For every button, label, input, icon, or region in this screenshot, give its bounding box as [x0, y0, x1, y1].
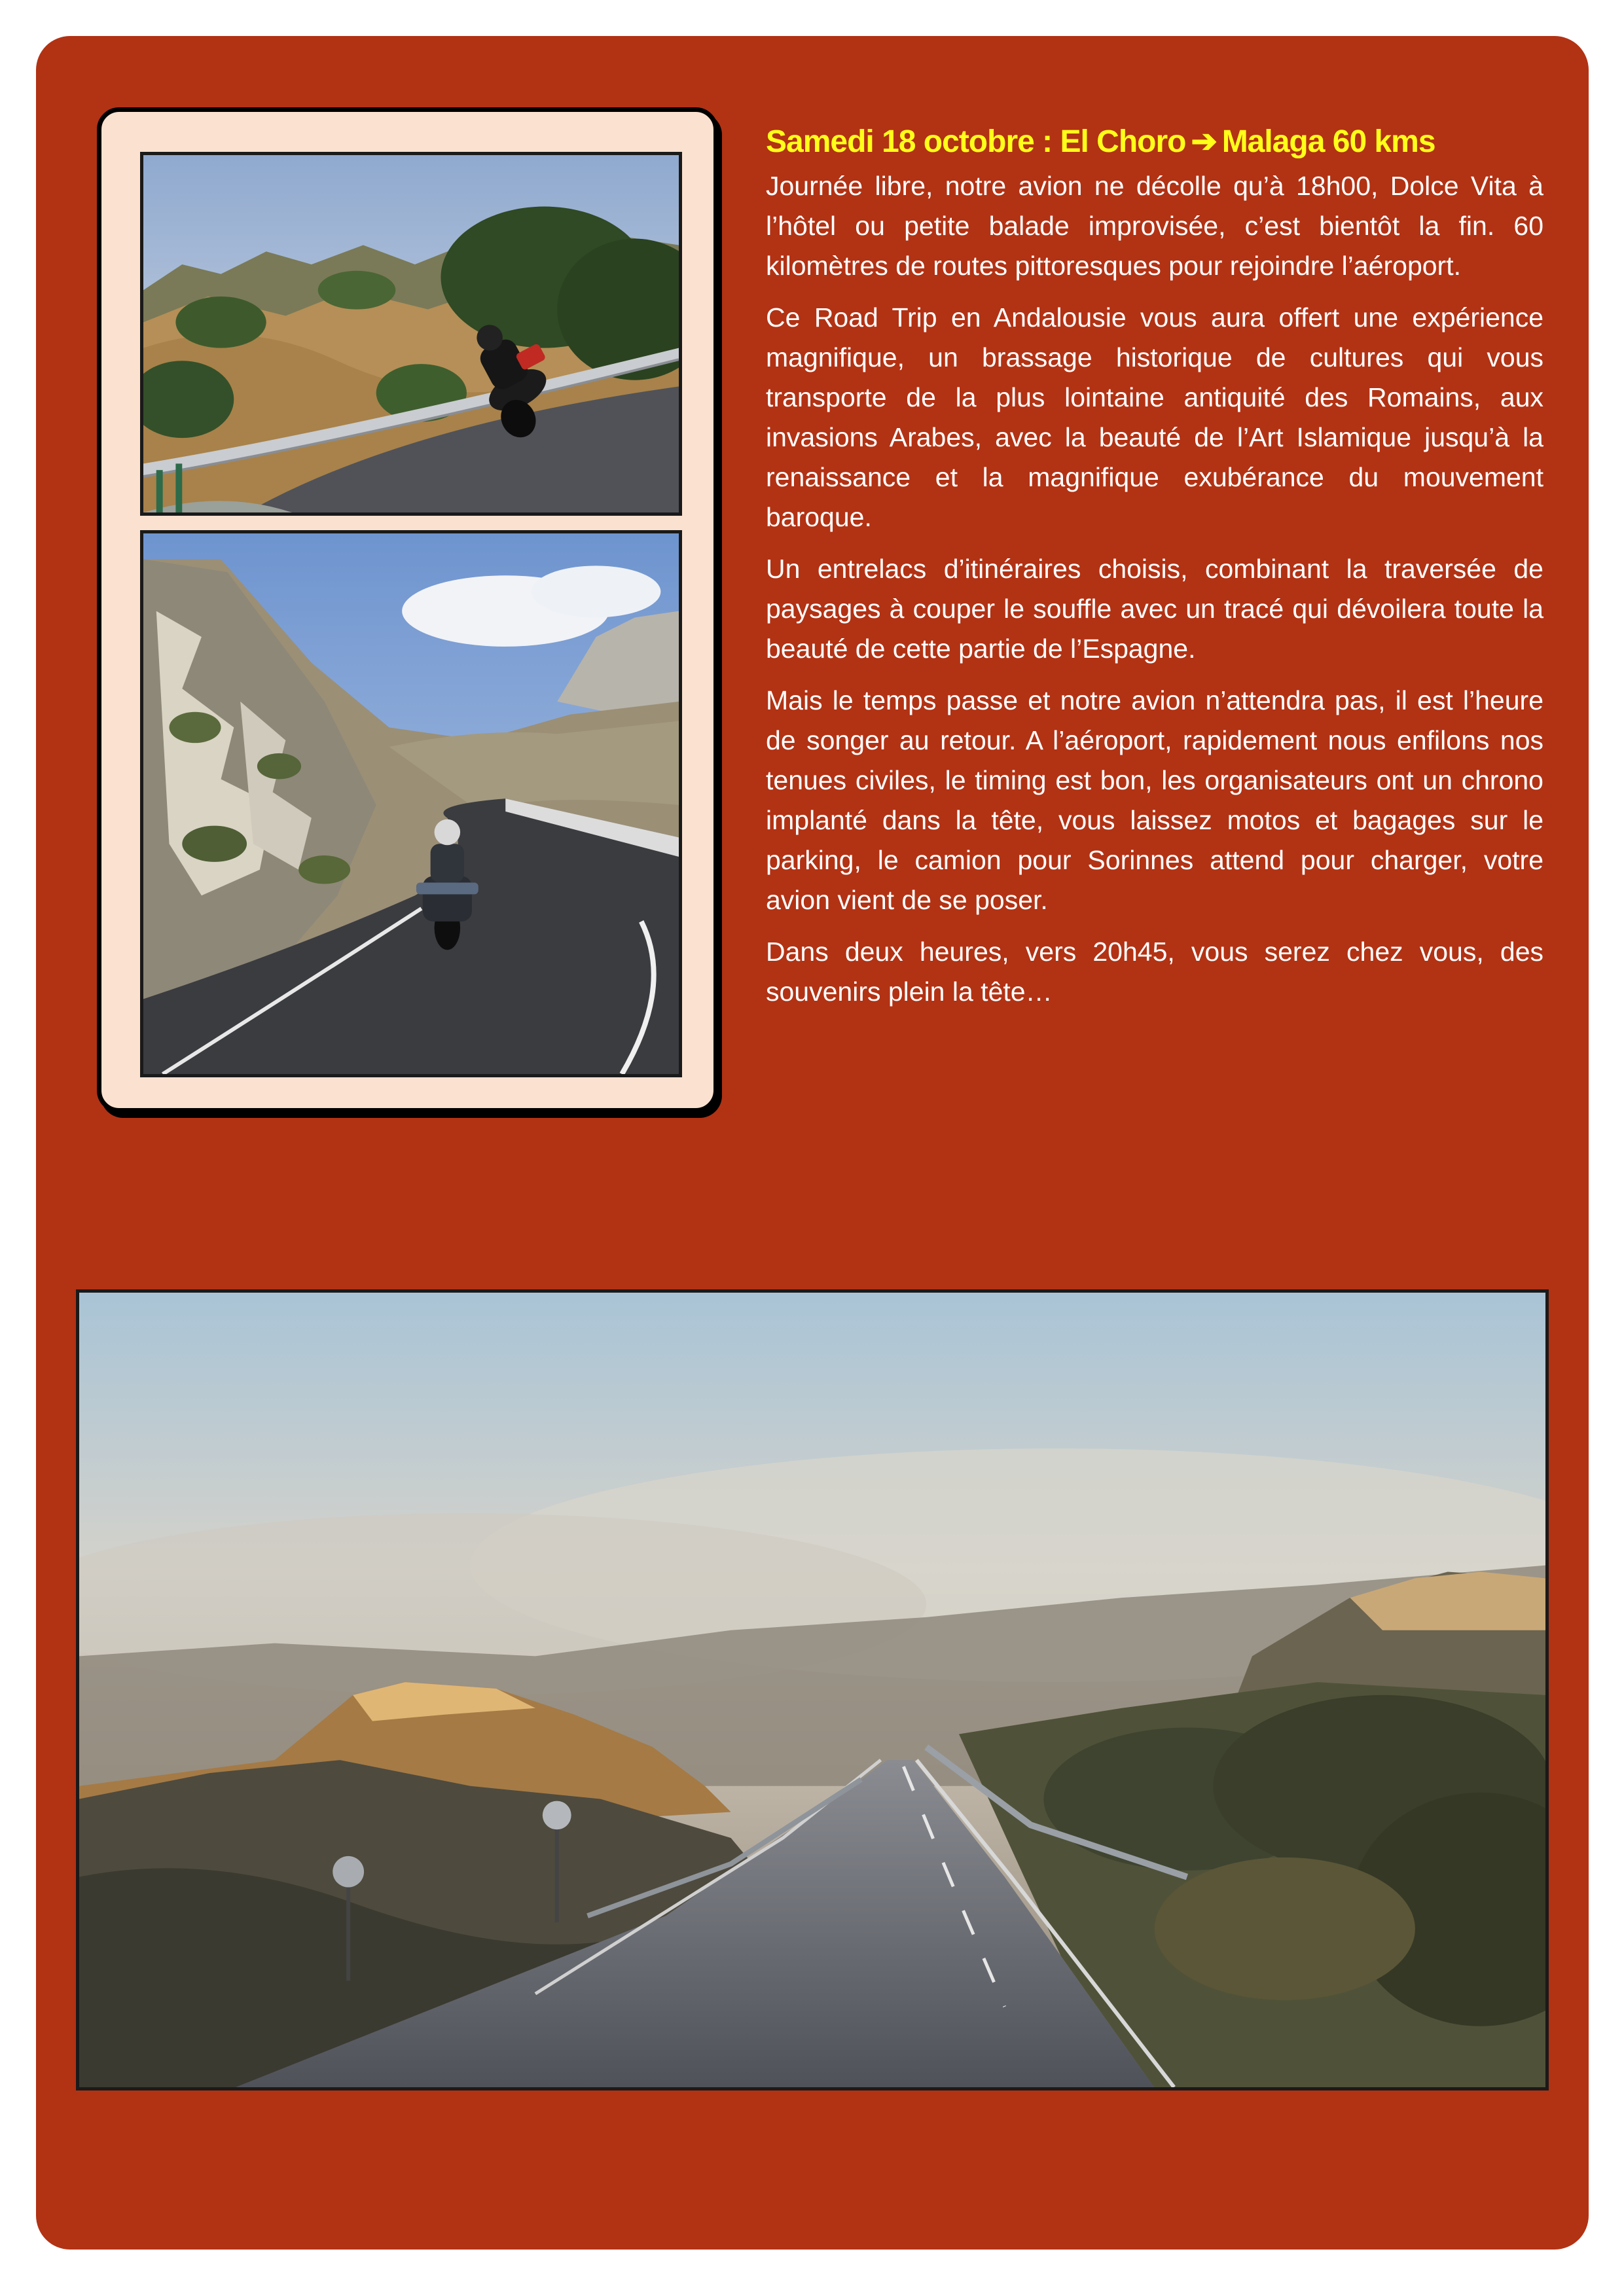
- paragraph-2: Ce Road Trip en Andalousie vous aura offert une expérience magnifique, un brassage historique de cultures qui vous transporte de la plus lointaine antiquité des Romains, aux invasions Arabes, avec la beauté de l’Art Islamique jusqu’à la renaissance et la magnifique exubérance du mouvement baroque.: [766, 302, 1543, 532]
- paragraph-4: Mais le temps passe et notre avion n’attendra pas, il est l’heure de songer au retour. A l’aéroport, rapidement nous enfilons nos tenues civiles, le timing est bon, les organisateurs ont un chrono implanté dans la tête, vous laissez motos et bagages sur le parking, le camion pour Sorinnes attend pour charger, votre avion vient de se poser.: [766, 685, 1543, 915]
- photo-foggy-road: [76, 1289, 1549, 2090]
- title-day: Samedi 18 octobre : El Choro: [766, 124, 1186, 160]
- photo-mountain-road: [140, 530, 682, 1077]
- page-title: [766, 123, 1435, 160]
- paragraph-1: Journée libre, notre avion ne décolle qu’à 18h00, Dolce Vita à l’hôtel ou petite balade improvisée, c’est bientôt la fin. 60 kilomètres de routes pittoresques pour rejoindre l’aéroport.: [766, 171, 1543, 281]
- arrow-right-icon: ➔: [1191, 124, 1217, 160]
- paragraph-3: Un entrelacs d’itinéraires choisis, combinant la traversée de paysages à couper le souffle avec un tracé qui dévoilera toute la beauté de cette partie de l’Espagne.: [766, 554, 1543, 664]
- title-destination: Malaga 60 kms: [1221, 124, 1435, 160]
- article-body: [766, 166, 1543, 1024]
- paragraph-5: Dans deux heures, vers 20h45, vous serez chez vous, des souvenirs plein la tête…: [766, 937, 1543, 1007]
- photo-motorcycle-curve: [140, 152, 682, 516]
